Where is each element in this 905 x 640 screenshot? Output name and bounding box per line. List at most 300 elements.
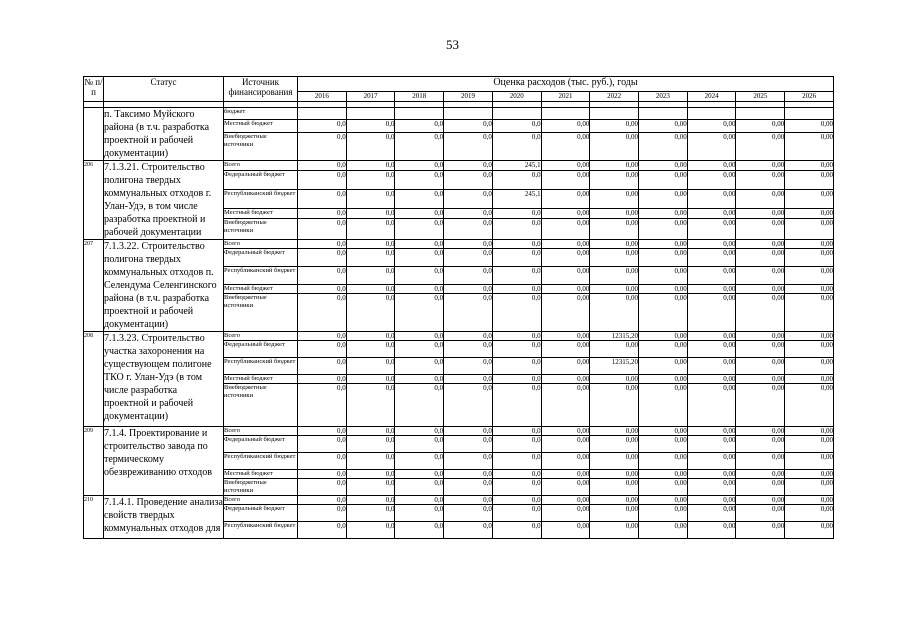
value-cell: 0,0 xyxy=(298,267,347,285)
value-cell: 0,0 xyxy=(492,470,541,479)
row-number: 210 xyxy=(84,496,104,539)
row-number: 208 xyxy=(84,332,104,427)
value-cell: 0,0 xyxy=(492,358,541,375)
value-cell: 0,00 xyxy=(590,375,639,384)
value-cell: 0,0 xyxy=(395,453,444,470)
value-cell: 0,0 xyxy=(395,171,444,190)
value-cell: 0,0 xyxy=(492,479,541,496)
value-cell: 0,00 xyxy=(590,267,639,285)
value-cell: 0,0 xyxy=(395,470,444,479)
value-cell: 0,00 xyxy=(541,171,590,190)
value-cell: 0,0 xyxy=(492,171,541,190)
value-cell: 0,00 xyxy=(639,384,688,427)
value-cell: 0,00 xyxy=(785,267,834,285)
value-cell: 0,0 xyxy=(395,218,444,239)
value-cell: 0,0 xyxy=(298,453,347,470)
funding-source-cell: Всего xyxy=(224,332,298,341)
value-cell: 0,0 xyxy=(444,132,493,160)
value-cell: 0,0 xyxy=(346,505,395,522)
value-cell: 0,0 xyxy=(298,119,347,132)
value-cell xyxy=(541,108,590,120)
value-cell: 0,0 xyxy=(444,332,493,341)
value-cell: 0,0 xyxy=(492,375,541,384)
value-cell: 0,00 xyxy=(541,384,590,427)
value-cell: 0,00 xyxy=(785,294,834,332)
value-cell: 0,00 xyxy=(687,505,736,522)
value-cell: 0,00 xyxy=(736,332,785,341)
year-header-cell: 2019 xyxy=(444,92,493,102)
value-cell: 0,00 xyxy=(736,240,785,249)
funding-source-cell: Всего xyxy=(224,240,298,249)
value-cell: 0,0 xyxy=(298,284,347,293)
value-cell: 0,00 xyxy=(639,341,688,358)
value-cell: 0,00 xyxy=(736,132,785,160)
value-cell: 0,00 xyxy=(687,171,736,190)
value-cell: 0,0 xyxy=(492,284,541,293)
value-cell xyxy=(444,108,493,120)
value-cell: 0,00 xyxy=(687,358,736,375)
value-cell: 0,00 xyxy=(785,436,834,453)
value-cell: 0,00 xyxy=(639,505,688,522)
header-estimate: Оценка расходов (тыс. руб.), годы xyxy=(298,77,834,92)
value-cell: 0,00 xyxy=(541,161,590,171)
value-cell: 0,00 xyxy=(736,375,785,384)
value-cell: 0,00 xyxy=(541,341,590,358)
value-cell: 0,00 xyxy=(785,284,834,293)
value-cell: 0,00 xyxy=(687,218,736,239)
value-cell: 0,00 xyxy=(687,470,736,479)
funding-source-cell: Республиканский бюджет xyxy=(224,522,298,539)
year-header-cell: 2025 xyxy=(736,92,785,102)
row-number xyxy=(84,108,104,161)
value-cell: 0,00 xyxy=(639,218,688,239)
value-cell: 0,0 xyxy=(346,171,395,190)
value-cell: 0,00 xyxy=(736,189,785,208)
value-cell: 0,00 xyxy=(785,427,834,436)
value-cell: 0,0 xyxy=(298,470,347,479)
value-cell: 0,00 xyxy=(785,496,834,505)
value-cell: 0,0 xyxy=(346,208,395,218)
funding-source-cell: Республиканский бюджет xyxy=(224,267,298,285)
value-cell: 0,0 xyxy=(298,341,347,358)
value-cell: 0,00 xyxy=(541,505,590,522)
value-cell: 0,00 xyxy=(736,267,785,285)
value-cell: 0,0 xyxy=(395,341,444,358)
funding-source-cell: Внебюджетные источники xyxy=(224,294,298,332)
value-cell: 0,00 xyxy=(736,119,785,132)
value-cell: 0,0 xyxy=(395,208,444,218)
table-row xyxy=(84,161,834,171)
value-cell: 0,0 xyxy=(298,375,347,384)
value-cell: 0,00 xyxy=(541,218,590,239)
year-header-cell: 2022 xyxy=(590,92,639,102)
value-cell xyxy=(298,108,347,120)
value-cell: 0,00 xyxy=(687,249,736,267)
value-cell: 0,00 xyxy=(736,496,785,505)
row-number: 206 xyxy=(84,161,104,240)
value-cell: 0,00 xyxy=(541,332,590,341)
value-cell: 0,00 xyxy=(639,522,688,539)
value-cell: 0,00 xyxy=(687,522,736,539)
header-status: Статус xyxy=(104,77,224,102)
value-cell: 0,00 xyxy=(736,505,785,522)
funding-source-cell: Федеральный бюджет xyxy=(224,249,298,267)
value-cell: 0,00 xyxy=(541,189,590,208)
value-cell: 0,0 xyxy=(298,332,347,341)
value-cell: 0,0 xyxy=(346,522,395,539)
value-cell: 0,00 xyxy=(785,240,834,249)
value-cell: 0,0 xyxy=(444,171,493,190)
funding-source-cell: Федеральный бюджет xyxy=(224,341,298,358)
value-cell: 0,00 xyxy=(590,470,639,479)
row-number: 209 xyxy=(84,427,104,496)
value-cell: 0,00 xyxy=(639,267,688,285)
value-cell xyxy=(687,108,736,120)
value-cell: 0,00 xyxy=(639,332,688,341)
value-cell: 0,0 xyxy=(298,496,347,505)
value-cell: 0,00 xyxy=(639,132,688,160)
funding-source-cell: Внебюджетные источники xyxy=(224,132,298,160)
value-cell: 0,00 xyxy=(590,132,639,160)
value-cell: 0,00 xyxy=(785,384,834,427)
value-cell: 0,00 xyxy=(541,479,590,496)
value-cell: 0,0 xyxy=(492,267,541,285)
value-cell: 0,0 xyxy=(298,358,347,375)
value-cell: 0,0 xyxy=(298,427,347,436)
funding-source-cell: Федеральный бюджет xyxy=(224,505,298,522)
value-cell: 0,00 xyxy=(639,189,688,208)
value-cell: 0,0 xyxy=(444,522,493,539)
value-cell: 0,0 xyxy=(346,240,395,249)
value-cell: 0,00 xyxy=(687,384,736,427)
funding-source-cell: Федеральный бюджет xyxy=(224,436,298,453)
value-cell: 0,0 xyxy=(395,132,444,160)
funding-source-cell: бюджет xyxy=(224,108,298,120)
value-cell: 0,0 xyxy=(346,358,395,375)
value-cell: 0,00 xyxy=(785,358,834,375)
value-cell: 0,00 xyxy=(590,522,639,539)
value-cell: 0,0 xyxy=(298,218,347,239)
value-cell: 0,00 xyxy=(736,171,785,190)
value-cell: 0,0 xyxy=(395,267,444,285)
value-cell: 0,00 xyxy=(541,522,590,539)
value-cell: 0,0 xyxy=(346,436,395,453)
value-cell xyxy=(346,108,395,120)
value-cell xyxy=(736,108,785,120)
table-row xyxy=(84,427,834,436)
value-cell: 0,00 xyxy=(687,119,736,132)
value-cell: 0,0 xyxy=(444,358,493,375)
value-cell: 0,0 xyxy=(395,240,444,249)
status-cell: 7.1.3.21. Строительство полигона твердых коммунальных отходов г. Улан-Удэ, в том числе разработка проектной и рабочей документации xyxy=(104,161,224,240)
value-cell: 0,0 xyxy=(395,427,444,436)
value-cell: 0,0 xyxy=(298,294,347,332)
value-cell: 0,00 xyxy=(590,341,639,358)
value-cell: 0,0 xyxy=(298,384,347,427)
value-cell: 0,0 xyxy=(395,375,444,384)
value-cell: 0,0 xyxy=(492,341,541,358)
value-cell: 0,00 xyxy=(541,240,590,249)
value-cell: 0,0 xyxy=(492,332,541,341)
value-cell: 0,0 xyxy=(346,218,395,239)
value-cell xyxy=(395,108,444,120)
value-cell: 0,0 xyxy=(346,249,395,267)
value-cell: 0,0 xyxy=(298,240,347,249)
value-cell: 0,0 xyxy=(395,436,444,453)
value-cell: 0,00 xyxy=(541,427,590,436)
value-cell: 0,0 xyxy=(346,496,395,505)
value-cell: 0,00 xyxy=(687,189,736,208)
row-number: 207 xyxy=(84,240,104,332)
value-cell: 0,00 xyxy=(687,453,736,470)
value-cell: 0,00 xyxy=(590,189,639,208)
value-cell: 0,00 xyxy=(736,479,785,496)
value-cell: 0,00 xyxy=(541,375,590,384)
value-cell: 0,0 xyxy=(346,161,395,171)
value-cell: 0,00 xyxy=(541,294,590,332)
value-cell: 0,00 xyxy=(736,208,785,218)
value-cell: 0,00 xyxy=(687,284,736,293)
value-cell: 0,00 xyxy=(785,341,834,358)
value-cell: 0,0 xyxy=(444,453,493,470)
value-cell: 0,0 xyxy=(346,453,395,470)
value-cell: 0,00 xyxy=(736,384,785,427)
value-cell: 0,00 xyxy=(785,132,834,160)
value-cell: 0,00 xyxy=(541,453,590,470)
value-cell: 0,0 xyxy=(346,479,395,496)
value-cell: 0,00 xyxy=(785,171,834,190)
value-cell: 0,0 xyxy=(395,496,444,505)
value-cell: 0,0 xyxy=(298,479,347,496)
table-row xyxy=(84,496,834,505)
value-cell: 0,0 xyxy=(492,132,541,160)
value-cell: 0,0 xyxy=(444,240,493,249)
funding-source-cell: Республиканский бюджет xyxy=(224,358,298,375)
value-cell: 0,00 xyxy=(590,240,639,249)
value-cell: 0,0 xyxy=(444,375,493,384)
value-cell: 0,00 xyxy=(687,267,736,285)
year-header-cell: 2016 xyxy=(298,92,347,102)
value-cell: 0,0 xyxy=(298,249,347,267)
value-cell: 0,0 xyxy=(395,479,444,496)
value-cell: 0,00 xyxy=(785,375,834,384)
value-cell: 0,00 xyxy=(541,249,590,267)
funding-source-cell: Республиканский бюджет xyxy=(224,189,298,208)
value-cell: 0,0 xyxy=(298,171,347,190)
value-cell: 0,00 xyxy=(541,132,590,160)
value-cell: 0,00 xyxy=(639,496,688,505)
value-cell: 0,0 xyxy=(444,427,493,436)
value-cell xyxy=(492,108,541,120)
value-cell: 0,00 xyxy=(590,496,639,505)
status-cell: п. Таксимо Муйского района (в т.ч. разработка проектной и рабочей документации) xyxy=(104,108,224,161)
status-cell: 7.1.3.23. Строительство участка захоронения на существующем полигоне ТКО г. Улан-Удэ (в том числе разработка проектной и рабочей документации) xyxy=(104,332,224,427)
value-cell: 0,00 xyxy=(785,119,834,132)
value-cell: 0,0 xyxy=(444,208,493,218)
value-cell: 0,00 xyxy=(541,208,590,218)
value-cell: 0,00 xyxy=(687,427,736,436)
value-cell: 0,00 xyxy=(785,470,834,479)
value-cell: 0,0 xyxy=(492,384,541,427)
year-header-cell: 2021 xyxy=(541,92,590,102)
value-cell: 0,00 xyxy=(785,161,834,171)
value-cell: 0,0 xyxy=(395,294,444,332)
value-cell: 0,00 xyxy=(687,132,736,160)
value-cell xyxy=(639,108,688,120)
value-cell: 0,0 xyxy=(346,427,395,436)
value-cell: 0,0 xyxy=(444,436,493,453)
value-cell: 0,0 xyxy=(346,341,395,358)
value-cell: 0,0 xyxy=(492,294,541,332)
value-cell: 0,0 xyxy=(298,522,347,539)
value-cell: 0,0 xyxy=(395,284,444,293)
status-cell: 7.1.3.22. Строительство полигона твердых коммунальных отходов п. Селендума Селенгинского района (в т.ч. разработка проектной и рабочей документации) xyxy=(104,240,224,332)
header-num: № п/п xyxy=(84,77,104,102)
status-cell: 7.1.4.1. Проведение анализа свойств твердых коммунальных отходов для xyxy=(104,496,224,539)
value-cell: 0,00 xyxy=(736,522,785,539)
value-cell: 0,00 xyxy=(639,249,688,267)
value-cell: 0,00 xyxy=(687,294,736,332)
value-cell: 0,0 xyxy=(395,119,444,132)
value-cell: 0,00 xyxy=(590,284,639,293)
value-cell: 0,00 xyxy=(541,470,590,479)
value-cell: 0,0 xyxy=(298,189,347,208)
value-cell: 0,00 xyxy=(687,161,736,171)
value-cell: 0,00 xyxy=(785,208,834,218)
value-cell: 0,00 xyxy=(639,453,688,470)
funding-source-cell: Внебюджетные источники xyxy=(224,218,298,239)
value-cell: 0,0 xyxy=(444,218,493,239)
value-cell: 0,00 xyxy=(785,189,834,208)
value-cell: 0,0 xyxy=(444,284,493,293)
value-cell: 0,00 xyxy=(736,427,785,436)
value-cell: 0,0 xyxy=(444,249,493,267)
value-cell: 12315,20 xyxy=(590,332,639,341)
value-cell: 0,0 xyxy=(492,453,541,470)
value-cell: 12315,20 xyxy=(590,358,639,375)
value-cell: 0,00 xyxy=(541,267,590,285)
value-cell: 0,00 xyxy=(639,470,688,479)
funding-source-cell: Всего xyxy=(224,161,298,171)
value-cell: 0,0 xyxy=(444,267,493,285)
year-header-cell: 2024 xyxy=(687,92,736,102)
value-cell: 0,00 xyxy=(687,341,736,358)
value-cell: 0,00 xyxy=(639,240,688,249)
value-cell: 0,0 xyxy=(298,208,347,218)
funding-source-cell: Местный бюджет xyxy=(224,375,298,384)
value-cell: 0,0 xyxy=(444,479,493,496)
value-cell: 0,0 xyxy=(444,341,493,358)
value-cell: 0,00 xyxy=(785,218,834,239)
value-cell: 0,00 xyxy=(590,294,639,332)
value-cell: 0,0 xyxy=(492,436,541,453)
value-cell: 0,00 xyxy=(590,208,639,218)
value-cell: 0,00 xyxy=(639,479,688,496)
value-cell: 0,00 xyxy=(736,358,785,375)
value-cell: 0,00 xyxy=(785,332,834,341)
value-cell: 0,00 xyxy=(736,453,785,470)
value-cell: 0,0 xyxy=(298,161,347,171)
value-cell: 0,0 xyxy=(492,249,541,267)
value-cell: 0,00 xyxy=(541,436,590,453)
value-cell: 0,0 xyxy=(346,470,395,479)
value-cell: 0,0 xyxy=(492,208,541,218)
value-cell: 0,0 xyxy=(492,505,541,522)
value-cell: 0,0 xyxy=(298,132,347,160)
funding-source-cell: Внебюджетные источники xyxy=(224,479,298,496)
value-cell: 0,00 xyxy=(639,436,688,453)
header-source: Источник финансирования xyxy=(224,77,298,102)
value-cell xyxy=(785,108,834,120)
value-cell: 0,00 xyxy=(541,284,590,293)
table-row xyxy=(84,108,834,120)
value-cell: 0,0 xyxy=(444,505,493,522)
value-cell: 0,00 xyxy=(736,161,785,171)
value-cell: 0,0 xyxy=(346,189,395,208)
value-cell: 0,00 xyxy=(639,294,688,332)
value-cell: 0,0 xyxy=(444,189,493,208)
value-cell: 0,0 xyxy=(492,522,541,539)
value-cell: 0,00 xyxy=(590,218,639,239)
value-cell: 0,0 xyxy=(444,119,493,132)
value-cell: 0,0 xyxy=(444,470,493,479)
value-cell: 0,0 xyxy=(395,249,444,267)
value-cell: 0,0 xyxy=(492,218,541,239)
value-cell: 0,00 xyxy=(736,249,785,267)
value-cell: 0,00 xyxy=(639,358,688,375)
value-cell: 0,0 xyxy=(346,119,395,132)
value-cell: 0,00 xyxy=(687,332,736,341)
budget-table xyxy=(83,76,834,539)
value-cell: 0,0 xyxy=(395,161,444,171)
value-cell xyxy=(590,108,639,120)
value-cell: 0,00 xyxy=(639,161,688,171)
value-cell: 0,00 xyxy=(687,240,736,249)
value-cell: 0,0 xyxy=(492,119,541,132)
value-cell: 0,00 xyxy=(687,208,736,218)
value-cell: 0,00 xyxy=(639,375,688,384)
value-cell: 0,00 xyxy=(736,284,785,293)
value-cell: 0,00 xyxy=(639,171,688,190)
value-cell: 0,00 xyxy=(736,436,785,453)
value-cell: 0,00 xyxy=(590,119,639,132)
value-cell: 0,0 xyxy=(444,496,493,505)
value-cell: 0,00 xyxy=(785,522,834,539)
value-cell: 0,00 xyxy=(590,249,639,267)
funding-source-cell: Местный бюджет xyxy=(224,470,298,479)
value-cell: 0,0 xyxy=(346,375,395,384)
year-header-cell: 2023 xyxy=(639,92,688,102)
value-cell: 0,0 xyxy=(492,240,541,249)
value-cell: 0,0 xyxy=(298,436,347,453)
value-cell: 0,0 xyxy=(346,384,395,427)
value-cell: 0,00 xyxy=(590,453,639,470)
value-cell: 245,1 xyxy=(492,189,541,208)
value-cell: 245,1 xyxy=(492,161,541,171)
value-cell: 0,0 xyxy=(444,294,493,332)
value-cell: 0,00 xyxy=(785,479,834,496)
value-cell: 0,00 xyxy=(590,161,639,171)
value-cell: 0,0 xyxy=(346,294,395,332)
table-row xyxy=(84,332,834,341)
value-cell: 0,0 xyxy=(346,132,395,160)
year-header-cell: 2018 xyxy=(395,92,444,102)
value-cell: 0,0 xyxy=(444,161,493,171)
year-header-cell: 2017 xyxy=(346,92,395,102)
funding-source-cell: Местный бюджет xyxy=(224,119,298,132)
value-cell: 0,0 xyxy=(395,358,444,375)
value-cell: 0,0 xyxy=(298,505,347,522)
